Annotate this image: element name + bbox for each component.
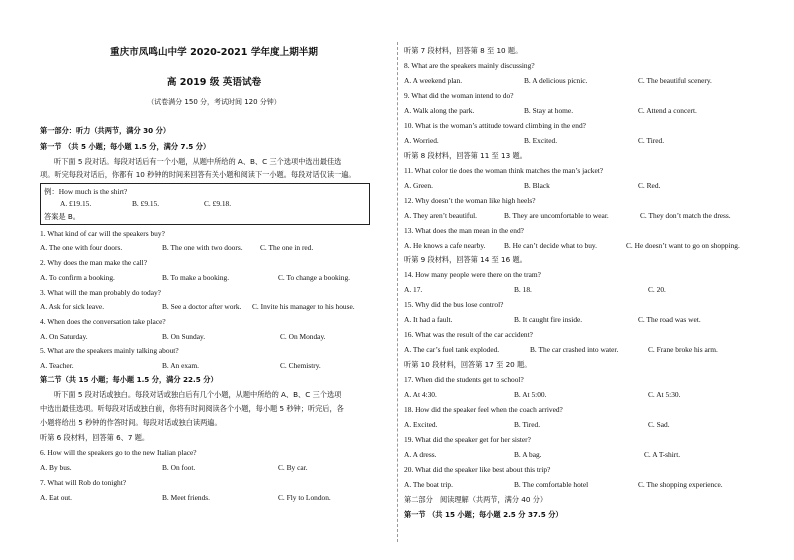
example-question: 例：How much is the shirt? bbox=[44, 187, 128, 196]
section1-instruction-1: 听下面 5 段对话。每段对话后有一个小题，从题中所给的 A、B、C 三个选项中选出最佳选 bbox=[54, 157, 342, 166]
section1-instruction-2: 项。听完每段对话后，你都有 10 秒钟的时间来回答有关小题和阅读下一小题。每段对话仅读一遍。 bbox=[40, 170, 356, 179]
question-9: 9. What did the woman intend to do? bbox=[404, 91, 514, 100]
question-3: 3. What will the man probably do today? bbox=[40, 288, 161, 297]
q2-option-c: C. To change a booking. bbox=[278, 273, 351, 282]
example-option-b: B. £9.15. bbox=[132, 199, 160, 208]
q6-option-c: C. By car. bbox=[278, 463, 308, 472]
section2-heading: 第二节（共 15 小题；每小题 1.5 分，满分 22.5 分） bbox=[40, 375, 218, 384]
q1-option-a: A. The one with four doors. bbox=[40, 243, 123, 252]
q17-option-a: A. At 4:30. bbox=[404, 390, 437, 399]
q18-option-a: A. Excited. bbox=[404, 420, 438, 429]
question-16: 16. What was the result of the car accident? bbox=[404, 330, 533, 339]
q12-option-c: C. They don’t match the dress. bbox=[640, 211, 731, 220]
question-11: 11. What color tie does the woman think matches the man’s jacket? bbox=[404, 166, 604, 175]
q8-option-a: A. A weekend plan. bbox=[404, 76, 463, 85]
q3-option-a: A. Ask for sick leave. bbox=[40, 302, 105, 311]
q18-option-c: C. Sad. bbox=[648, 420, 670, 429]
question-5: 5. What are the speakers mainly talking about? bbox=[40, 346, 179, 355]
q20-option-c: C. The shopping experience. bbox=[638, 480, 723, 489]
q10-option-b: B. Excited. bbox=[524, 136, 558, 145]
question-7: 7. What will Rob do tonight? bbox=[40, 478, 127, 487]
question-17: 17. When did the students get to school? bbox=[404, 375, 524, 384]
q7-option-a: A. Eat out. bbox=[40, 493, 73, 502]
q10-option-c: C. Tired. bbox=[638, 136, 665, 145]
part2-section1-heading: 第一节 （共 15 小题；每小题 2.5 分 37.5 分） bbox=[404, 510, 563, 519]
q1-option-b: B. The one with two doors. bbox=[162, 243, 243, 252]
q2-option-a: A. To confirm a booking. bbox=[40, 273, 115, 282]
q13-option-b: B. He can’t decide what to buy. bbox=[504, 241, 597, 250]
question-19: 19. What did the speaker get for her sister? bbox=[404, 435, 531, 444]
question-2: 2. Why does the man make the call? bbox=[40, 258, 147, 267]
q5-option-a: A. Teacher. bbox=[40, 361, 74, 370]
q14-option-a: A. 17. bbox=[404, 285, 423, 294]
q8-option-c: C. The beautiful scenery. bbox=[638, 76, 712, 85]
q8-option-b: B. A delicious picnic. bbox=[524, 76, 588, 85]
group10-heading: 听第 10 段材料，回答第 17 至 20 题。 bbox=[404, 360, 532, 369]
section2-instruction-2: 中选出最佳选项。听每段对话或独白前，你将有时间阅读各个小题，每小题 5 秒钟；听完后，各 bbox=[40, 404, 344, 413]
question-1: 1. What kind of car will the speakers buy? bbox=[40, 229, 165, 238]
q2-option-b: B. To make a booking. bbox=[162, 273, 230, 282]
section2-instruction-3: 小题将给出 5 秒钟的作答时间。每段对话或独白读两遍。 bbox=[40, 418, 222, 427]
example-option-a: A. £19.15. bbox=[60, 199, 92, 208]
question-15: 15. Why did the bus lose control? bbox=[404, 300, 504, 309]
q9-option-c: C. Attend a concert. bbox=[638, 106, 697, 115]
q13-option-c: C. He doesn’t want to go on shopping. bbox=[626, 241, 740, 250]
q4-option-b: B. On Sunday. bbox=[162, 332, 206, 341]
q11-option-c: C. Red. bbox=[638, 181, 661, 190]
q6-option-a: A. By bus. bbox=[40, 463, 72, 472]
q19-option-b: B. A bag. bbox=[514, 450, 542, 459]
q17-option-c: C. At 5:30. bbox=[648, 390, 681, 399]
exam-note: （试卷满分 150 分，考试时间 120 分钟） bbox=[147, 98, 281, 106]
q14-option-c: C. 20. bbox=[648, 285, 666, 294]
q11-option-b: B. Black bbox=[524, 181, 550, 190]
q15-option-c: C. The road was wet. bbox=[638, 315, 701, 324]
q4-option-a: A. On Saturday. bbox=[40, 332, 88, 341]
q12-option-b: B. They are uncomfortable to wear. bbox=[504, 211, 609, 220]
q18-option-b: B. Tired. bbox=[514, 420, 541, 429]
q5-option-c: C. Chemistry. bbox=[280, 361, 321, 370]
q6-option-b: B. On foot. bbox=[162, 463, 196, 472]
q20-option-a: A. The boat trip. bbox=[404, 480, 453, 489]
q9-option-b: B. Stay at home. bbox=[524, 106, 574, 115]
q14-option-b: B. 18. bbox=[514, 285, 532, 294]
q1-option-c: C. The one in red. bbox=[260, 243, 314, 252]
q15-option-b: B. It caught fire inside. bbox=[514, 315, 583, 324]
q16-option-c: C. Frane broke his arm. bbox=[648, 345, 718, 354]
section1-heading: 第一节 （共 5 小题；每小题 1.5 分，满分 7.5 分） bbox=[40, 142, 211, 151]
q3-option-c: C. Invite his manager to his house. bbox=[252, 302, 355, 311]
exam-subtitle: 高 2019 级 英语试卷 bbox=[166, 77, 262, 88]
part2-heading: 第二部分 阅读理解（共两节，满分 40 分） bbox=[404, 495, 548, 504]
example-answer: 答案是 B。 bbox=[44, 212, 80, 221]
question-6: 6. How will the speakers go to the new Italian place? bbox=[40, 448, 197, 457]
group6-heading: 听第 6 段材料，回答第 6、7 题。 bbox=[40, 433, 150, 442]
question-18: 18. How did the speaker feel when the coach arrived? bbox=[404, 405, 563, 414]
question-20: 20. What did the speaker like best about this trip? bbox=[404, 465, 551, 474]
part1-heading: 第一部分：听力（共两节，满分 30 分） bbox=[40, 126, 171, 135]
q12-option-a: A. They aren’t beautiful. bbox=[404, 211, 477, 220]
question-10: 10. What is the woman’s attitude toward climbing in the end? bbox=[404, 121, 586, 130]
q7-option-c: C. Fly to London. bbox=[278, 493, 331, 502]
question-13: 13. What does the man mean in the end? bbox=[404, 226, 524, 235]
question-8: 8. What are the speakers mainly discussing? bbox=[404, 61, 535, 70]
q9-option-a: A. Walk along the park. bbox=[404, 106, 475, 115]
question-12: 12. Why doesn’t the woman like high heels? bbox=[404, 196, 536, 205]
q5-option-b: B. An exam. bbox=[162, 361, 199, 370]
q10-option-a: A. Worried. bbox=[404, 136, 439, 145]
group8-heading: 听第 8 段材料，回答第 11 至 13 题。 bbox=[404, 151, 527, 160]
q17-option-b: B. At 5:00. bbox=[514, 390, 547, 399]
question-4: 4. When does the conversation take place? bbox=[40, 317, 166, 326]
q16-option-a: A. The car’s fuel tank exploded. bbox=[404, 345, 500, 354]
q4-option-c: C. On Monday. bbox=[280, 332, 326, 341]
q11-option-a: A. Green. bbox=[404, 181, 433, 190]
column-divider bbox=[397, 42, 398, 542]
group9-heading: 听第 9 段材料，回答第 14 至 16 题。 bbox=[404, 255, 527, 264]
group7-heading: 听第 7 段材料，回答第 8 至 10 题。 bbox=[404, 46, 523, 55]
q7-option-b: B. Meet friends. bbox=[162, 493, 211, 502]
q19-option-c: C. A T-shirt. bbox=[644, 450, 681, 459]
q15-option-a: A. It had a fault. bbox=[404, 315, 453, 324]
q16-option-b: B. The car crashed into water. bbox=[530, 345, 619, 354]
section2-instruction-1: 听下面 5 段对话或独白。每段对话或独白后有几个小题，从题中所给的 A、B、C 三个选项 bbox=[54, 390, 342, 399]
q3-option-b: B. See a doctor after work. bbox=[162, 302, 242, 311]
q20-option-b: B. The comfortable hotel bbox=[514, 480, 589, 489]
q19-option-a: A. A dress. bbox=[404, 450, 437, 459]
q13-option-a: A. He knows a cafe nearby. bbox=[404, 241, 486, 250]
exam-title: 重庆市凤鸣山中学 2020-2021 学年度上期半期 bbox=[110, 47, 318, 58]
question-14: 14. How many people were there on the tram? bbox=[404, 270, 541, 279]
example-option-c: C. £9.18. bbox=[204, 199, 232, 208]
